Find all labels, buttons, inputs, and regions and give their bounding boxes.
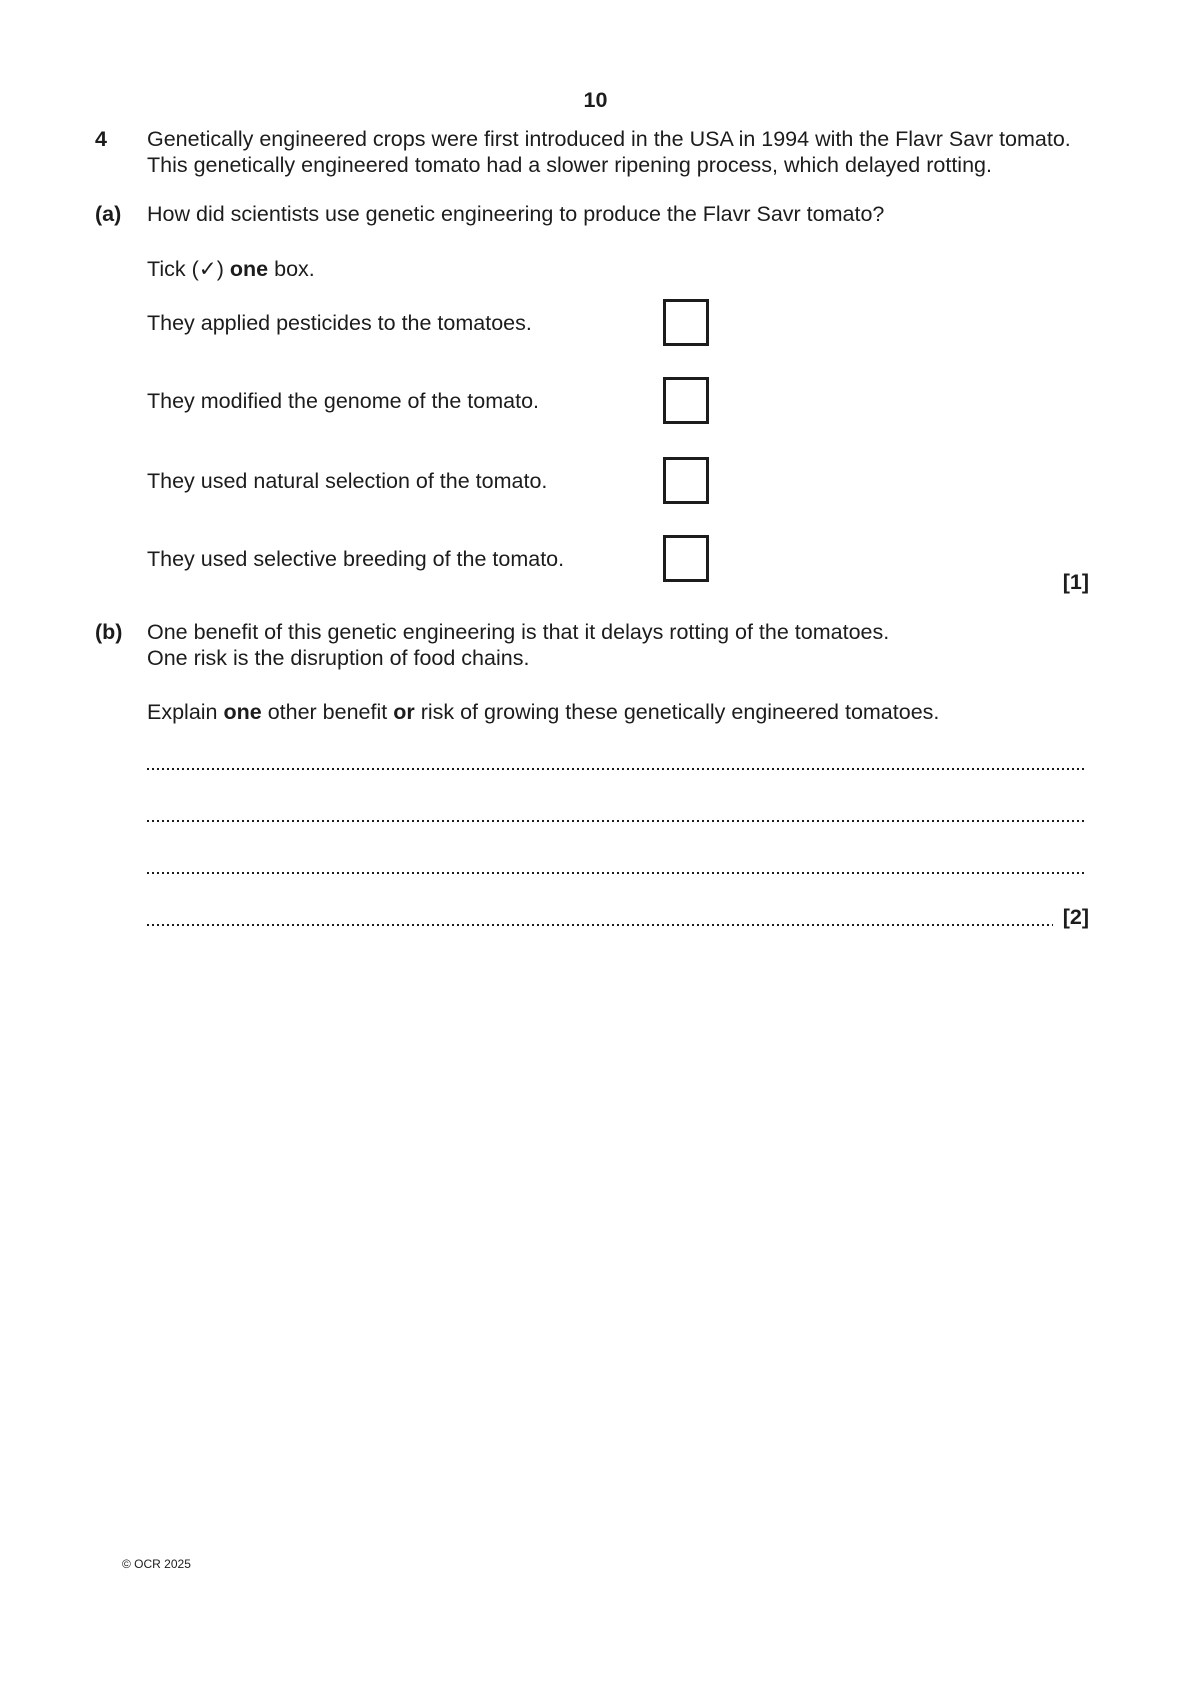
marks-badge-b: [2] (1062, 905, 1089, 929)
tick-icon: ✓ (198, 257, 217, 281)
option-2-tickbox[interactable] (663, 377, 709, 424)
answer-line-3[interactable] (147, 872, 1087, 874)
page-number: 10 (583, 88, 608, 112)
tick-instruction-close: ) (216, 257, 230, 281)
part-b-statement-1: One benefit of this genetic engineering is that it delays rotting of the tomatoes. (147, 620, 890, 644)
option-row-1 (147, 299, 1089, 346)
explain-post: risk of growing these genetically engineered tomatoes. (414, 700, 940, 724)
option-1-tickbox[interactable] (663, 299, 709, 346)
question-number: 4 (95, 127, 107, 151)
option-label-1: They applied pesticides to the tomatoes. (147, 310, 532, 335)
option-label-4: They used selective breeding of the tomato. (147, 546, 565, 571)
part-b-statement (147, 619, 889, 671)
explain-bold-or: or (393, 700, 415, 724)
explain-bold-one: one (223, 700, 262, 724)
option-row-2 (147, 377, 1089, 424)
tick-instruction-bold: one (229, 257, 269, 281)
copyright-footer: © OCR 2025 (122, 1557, 191, 1571)
question-intro (147, 126, 1071, 178)
part-a-label: (a) (95, 202, 122, 226)
explain-mid: other benefit (261, 700, 394, 724)
tick-instruction (147, 256, 315, 282)
option-3-tickbox[interactable] (663, 457, 709, 504)
option-label-3: They used natural selection of the tomato. (147, 468, 548, 493)
explain-prompt (147, 699, 939, 725)
part-a-prompt: How did scientists use genetic engineering to produce the Flavr Savr tomato? (147, 202, 885, 226)
option-label-2: They modified the genome of the tomato. (147, 388, 540, 413)
part-b-statement-2: One risk is the disruption of food chains. (147, 646, 530, 670)
option-row-3 (147, 457, 1089, 504)
marks-badge-a: [1] (1062, 570, 1089, 594)
intro-line-1: Genetically engineered crops were first introduced in the USA in 1994 with the Flavr Savr tomato. (147, 127, 1071, 151)
answer-line-2[interactable] (147, 820, 1087, 822)
explain-pre: Explain (147, 700, 224, 724)
answer-line-1[interactable] (147, 768, 1087, 770)
part-b-label: (b) (95, 620, 123, 644)
tick-instruction-post: box. (268, 257, 315, 281)
tick-instruction-pre: Tick ( (147, 257, 199, 281)
intro-line-2: This genetically engineered tomato had a slower ripening process, which delayed rotting. (147, 153, 992, 177)
